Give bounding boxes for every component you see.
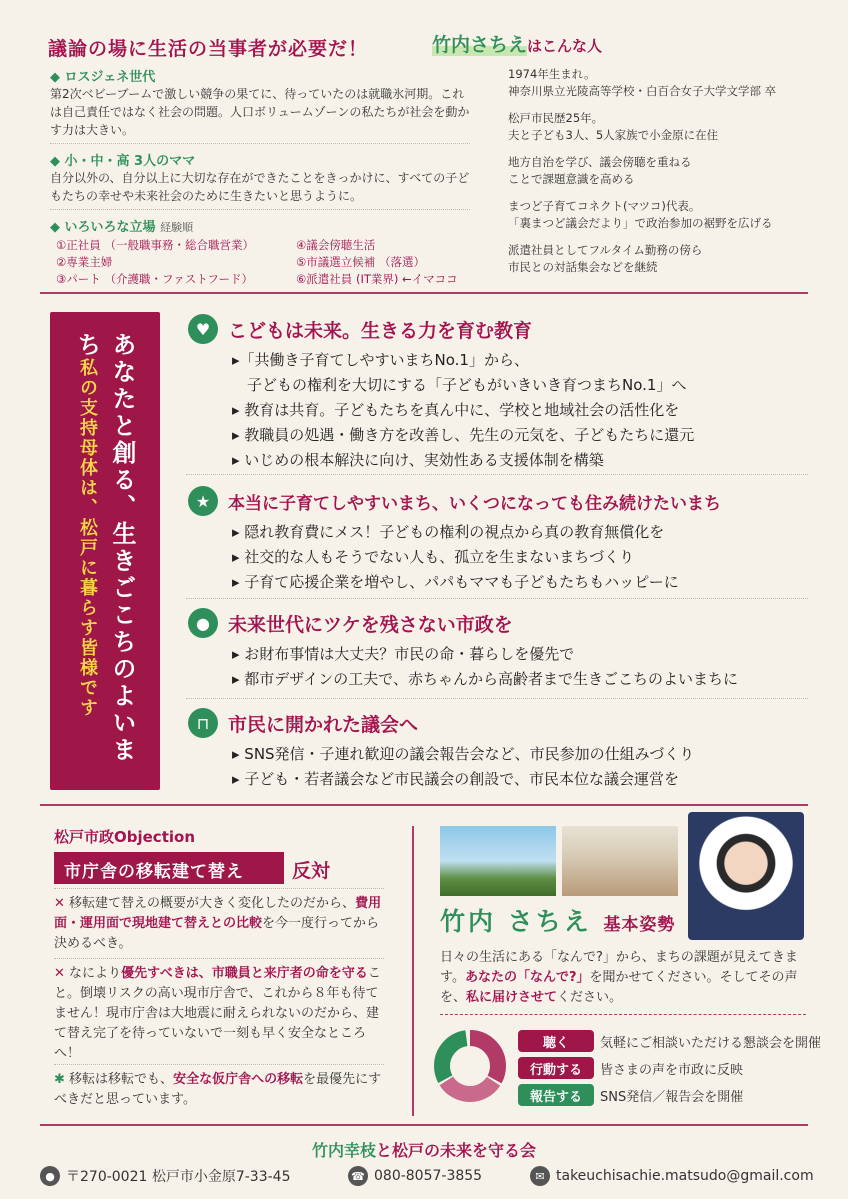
policy-bullet: ▸ 教職員の処遇・働き方を改善し、先生の元気を、子どもたちに還元 <box>232 426 695 444</box>
policy-1 <box>188 314 694 473</box>
bio-line: 市民との対話集会などを継続 <box>508 260 658 274</box>
policy-bullet: ▸「共働き子育てしやすいまちNo.1」から、 <box>232 351 529 369</box>
page-title: 議論の場に生活の当事者が必要だ！ <box>48 38 369 60</box>
roles-list <box>50 237 470 288</box>
profile-heading-suffix: はこんな人 <box>527 37 603 55</box>
policy-bullet: 子どもの権利を大切にする「子どもがいきいき育つまちNo.1」へ <box>232 376 687 394</box>
divider <box>440 1014 806 1015</box>
candidate-portrait <box>688 812 804 940</box>
cycle-label: 報告する <box>518 1084 594 1106</box>
section-heading: ◆ いろいろな立場 経験順 <box>50 220 194 235</box>
policy-bullet: ▸ 隠れ教育費にメス！子どもの権利の視点から真の教育無償化を <box>232 523 665 541</box>
bio-line: 地方自治を学び、議会傍聴を重ねる <box>508 155 692 169</box>
cycle-text: 気軽にご相談いただける懇談会を開催 <box>600 1035 822 1051</box>
policy-title: 本当に子育てしやすいまち、いくつになっても住み続けたいまち <box>228 493 721 514</box>
role-item: ⑤市議選立候補 （落選） <box>296 255 425 269</box>
divider <box>50 209 470 210</box>
policy-title: こどもは未来。生きる力を育む教育 <box>228 319 533 342</box>
lightbulb-icon: ✱ <box>54 1072 65 1087</box>
bio-line: 松戸市民歴25年。 <box>508 111 604 125</box>
section-divider <box>40 292 808 294</box>
role-item: ⑥派遣社員 (IT業界) ←イマココ <box>296 272 458 286</box>
divider <box>186 698 808 699</box>
profile-left <box>50 66 470 288</box>
candidate-name: 竹内さちえ <box>432 34 528 56</box>
policy-bullet: ▸ 教育は共育。子どもたちを真ん中に、学校と地域社会の活性化を <box>232 401 680 419</box>
unlock-icon: ⊓ <box>188 708 218 738</box>
policy-3 <box>188 608 738 692</box>
bio-line: 派遣社員としてフルタイム勤務の傍ら <box>508 243 703 257</box>
objection-topic: 市庁舎の移転建て替え <box>54 852 284 884</box>
star-icon: ★ <box>188 486 218 516</box>
bio-column <box>508 66 776 276</box>
cycle-list <box>518 1030 821 1106</box>
bio-line: まつど子育てコネクト(マツコ)代表。 <box>508 199 701 213</box>
policy-bullet: ▸ 社交的な人もそうでない人も、孤立を生まないまちづくり <box>232 548 635 566</box>
policy-bullet: ▸ 都市デザインの工夫で、赤ちゃんから高齢者まで生きごこちのよいまちに <box>232 670 738 688</box>
divider <box>54 888 384 889</box>
policy-bullet: ▸ SNS発信・子連れ歓迎の議会報告会など、市民参加の仕組みづくり <box>232 745 695 763</box>
statue-photo <box>440 826 556 896</box>
policy-bullet: ▸ お財布事情は大丈夫？市民の命・暮らしを優先で <box>232 645 575 663</box>
cycle-text: SNS発信／報告会を開催 <box>600 1089 744 1105</box>
bio-line: 「裏まつど議会だより」で政治参加の裾野を広げる <box>508 216 773 230</box>
cycle-text: 皆さまの声を市政に反映 <box>600 1062 744 1078</box>
basic-stance-heading: 竹内 さちえ 基本姿勢 <box>440 907 676 936</box>
policy-4 <box>188 708 694 792</box>
address: ● 〒270-0021 松戸市小金原7-33-45 <box>40 1166 291 1186</box>
meeting-photo <box>562 826 678 896</box>
section-heading: ◆ 小・中・高 3人のママ <box>50 154 196 169</box>
policy-title: 未来世代にツケを残さない市政を <box>228 613 513 636</box>
heart-icon: ♥ <box>188 314 218 344</box>
location-pin-icon: ● <box>40 1166 60 1186</box>
policy-bullet: ▸ いじめの根本解決に向け、実効性ある支援体制を構築 <box>232 451 604 469</box>
role-item: ③パート （介護職・ファストフード） <box>56 272 254 286</box>
slogan-sub: 私の支持母体は、松戸に暮らす皆様です <box>77 358 98 718</box>
profile-heading <box>432 30 602 57</box>
organization-name: 竹内幸枝と松戸の未来を守る会 <box>311 1141 537 1160</box>
policy-bullet: ▸ 子育て応援企業を増やし、パパもママも子どもたちもハッピーに <box>232 573 679 591</box>
divider <box>54 1064 384 1065</box>
x-icon: ✕ <box>54 896 65 911</box>
cycle-label: 行動する <box>518 1057 594 1079</box>
divider <box>186 598 808 599</box>
section-divider <box>40 804 808 806</box>
role-item: ②専業主婦 <box>56 255 113 269</box>
slogan-box <box>50 312 160 790</box>
divider <box>186 474 808 475</box>
section-heading: ◆ ロスジェネ世代 <box>50 70 156 85</box>
phone-icon: ☎ <box>348 1166 368 1186</box>
section-divider <box>40 1124 808 1126</box>
objection-label: 松戸市政Objection <box>54 828 195 846</box>
column-divider <box>412 826 414 1116</box>
phone[interactable]: ☎ 080-8057-3855 <box>348 1166 482 1186</box>
section-text: 自分以外の、自分以上に大切な存在ができたことをきっかけに、すべての子どもたちの幸せや未来社会のために生きたいと思うように。 <box>50 171 470 203</box>
bio-line: ことで課題意識を高める <box>508 172 635 186</box>
bio-line: 神奈川県立光陵高等学校・白百合女子大学文学部 卒 <box>508 84 777 98</box>
policy-bullet: ▸ 子ども・若者議会など市民議会の創設で、市民本位な議会運営を <box>232 770 680 788</box>
objection-point-3: ✱ 移転は移転でも、安全な仮庁舎への移転を最優先にすべきだと思っています。 <box>54 1072 382 1107</box>
x-icon: ✕ <box>54 966 65 981</box>
slogan-main: あなたと創る、生きごこちのよいまち <box>73 332 136 764</box>
objection-point-2: ✕ なにより優先すべきは、市職員と来庁者の命を守ること。倒壊リスクの高い現市庁舎で、これから８年も待てません！現市庁舎は大地震に耐えられないのだから、建て替え完了を待っていないで一刻も早く安全なところへ！ <box>54 966 381 1061</box>
policy-title: 市民に開かれた議会へ <box>228 713 419 736</box>
cycle-diagram <box>430 1026 510 1106</box>
divider <box>54 958 384 959</box>
piggy-bank-icon: ● <box>188 608 218 638</box>
bio-line: 1974年生まれ。 <box>508 67 596 81</box>
email[interactable]: ✉ takeuchisachie.matsudo@gmail.com <box>530 1166 814 1186</box>
policy-2 <box>188 486 721 595</box>
bio-line: 夫と子ども3人、5人家族で小金原に在住 <box>508 128 719 142</box>
role-item: ①正社員 （一般職事務・総合職営業） <box>56 238 254 252</box>
mail-icon: ✉ <box>530 1166 550 1186</box>
cycle-label: 聴く <box>518 1030 594 1052</box>
objection-point-1: ✕ 移転建て替えの概要が大きく変化したのだから、費用面・運用面で現地建て替えとの比較を今一度行ってから決めるべき。 <box>54 896 382 951</box>
section-text: 第2次ベビーブームで激しい競争の果てに、待っていたのは就職氷河期。これは自己責任ではなく社会の問題。人口ボリュームゾーンの私たちが社会を動かす力は大きい。 <box>50 87 470 137</box>
divider <box>50 143 470 144</box>
basic-stance-text: 日々の生活にある「なんで?」から、まちの課題が見えてきます。あなたの「なんで?」を聞かせてください。そしてその声を、私に届けさせてください。 <box>440 950 798 1005</box>
role-item: ④議会傍聴生活 <box>296 238 376 252</box>
objection-against: 反対 <box>292 860 331 882</box>
